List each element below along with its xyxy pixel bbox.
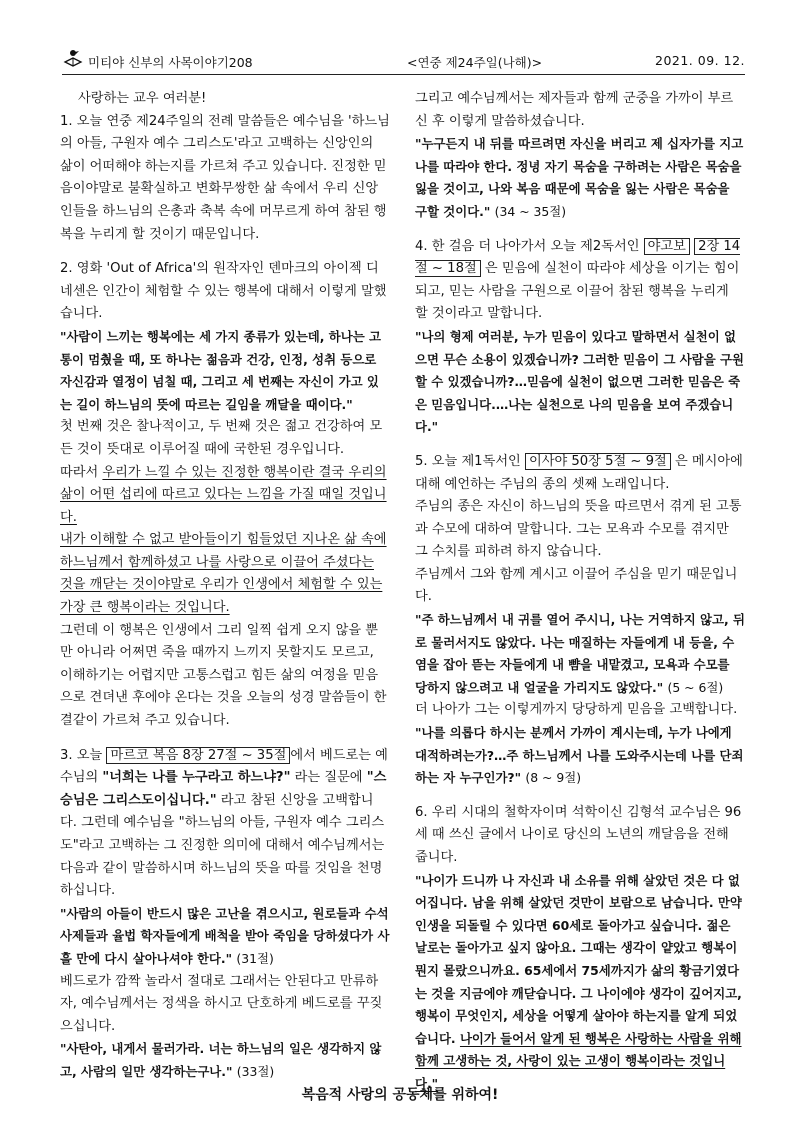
left-column bbox=[60, 88, 390, 1084]
quote-text: "사람의 아들이 반드시 많은 고난을 겪으시고, 원로들과 수석 사제들과 율법 학자들에게 배척을 받아 죽임을 당하셨다가 사흘 만에 다시 살아나셔야 한다." bbox=[60, 905, 390, 966]
quote-text: "나를 의롭다 하시는 분께서 가까이 계시는데, 누가 나에게 대적하려는가?…주 하느님께서 나를 도와주시는데 나를 단죄하는 자 누구인가?" bbox=[415, 725, 744, 786]
gospel-reference-box: 마르코 복음 8장 27절 ~ 35절 bbox=[106, 747, 290, 764]
second-reading-book-box: 야고보 bbox=[644, 238, 690, 255]
right-column bbox=[415, 88, 745, 1096]
section-2-intro: 2. 영화 'Out of Africa'의 원작자인 덴마크의 아이젝 디네센은 인간이 체험할 수 있는 행복에 대해서 이렇게 말했습니다. bbox=[60, 261, 387, 322]
section-4-text: 은 믿음에 실천이 따라야 세상을 이기는 힘이 되고, 믿는 사람을 구원으로 이끌어 참된 행복을 누리게 할 것이라고 말합니다. bbox=[415, 261, 740, 322]
verse-reference: (8 ~ 9절) bbox=[525, 770, 582, 786]
section-3-text-a: 에서 베드로는 예수님의 bbox=[60, 747, 388, 786]
para-3-lead: 따라서 bbox=[60, 464, 103, 480]
underlined-greatest-happiness: 내가 이해할 수 없고 받아들이기 힘들었던 지나온 삶 속에 하느님께서 함께하셨고 나를 사랑으로 이끌어 주셨다는 것을 깨닫는 것이야말로 우리가 인생에서 체험할 수 있는 가장 큰 행복이라는 것입니다. bbox=[60, 532, 387, 616]
series-title: 미티야 신부의 사목이야기208 bbox=[88, 55, 253, 70]
take-up-cross-quote bbox=[415, 133, 745, 223]
section-4-lead: 4. 한 걸음 더 나아가서 오늘 제2독서인 bbox=[415, 238, 644, 254]
quote-text: "나이가 드니까 나 자신과 내 소유를 위해 살았던 것은 다 없어집니다. 남을 위해 살았던 것만이 보람으로 남습니다. 만약 인생을 되돌릴 수 있다면 60세로 돌아가고 싶습니다. 젊은 날로는 돌아가고 싶지 않아요. 그때는 생각이 얕았고 행복이 뭔지 몰랐으니까요. 65세에서 75세까지가 삶의 황금기였다는 것을 지금에야 깨닫습니다. 그 나이에야 생각이 깊어지고, 행복이 무엇인지, 세상을 어떻게 살아야 하는지를 알게 되었습니다. bbox=[415, 872, 742, 1046]
page-header bbox=[62, 48, 745, 75]
section-2-para-3 bbox=[60, 462, 390, 530]
underlined-quote-end: 나이가 들어서 알게 된 행복은 사랑하는 사람을 위해 함께 고생하는 것, 사랑이 있는 고생이 행복이라는 것입니다." bbox=[415, 1030, 742, 1091]
isaiah-quote-2 bbox=[415, 722, 745, 790]
section-6: 6. 우리 시대의 철학자이며 석학이신 김형석 교수님은 96세 때 쓰신 글에서 나이로 당신의 노년의 깨달음을 전해 줍니다. bbox=[415, 804, 742, 865]
section-2-para-4 bbox=[60, 529, 390, 619]
verse-reference: (34 ~ 35절) bbox=[494, 203, 567, 219]
section-5-para-2: 주님의 종은 자신이 하느님의 뜻을 따르면서 겪게 된 고통과 수모에 대하여 말합니다. 그는 모욕과 수모를 겪지만 그 수치를 피하려 하지 않습니다. bbox=[415, 499, 742, 560]
reading-bird-icon bbox=[62, 48, 84, 68]
peter-confession: "스승님은 그리스도이십니다." bbox=[60, 770, 387, 808]
verse-reference: (33절) bbox=[236, 1063, 275, 1079]
first-reading-box: 이사야 50장 5절 ~ 9절 bbox=[525, 453, 671, 470]
section-3-para-3: 그리고 예수님께서는 제자들과 함께 군중을 가까이 부르신 후 이렇게 말씀하셨습니다. bbox=[415, 91, 734, 129]
section-3-text-c: 라고 참된 신앙을 고백합니다. 그런데 예수님을 "하느님의 아들, 구원자 예수 그리스도"라고 고백하는 그 진정한 의미에 대해서 예수님께서는 다음과 같이 말씀하시며 하느님의 뜻을 따를 것임을 천명하십니다. bbox=[60, 792, 385, 899]
liturgical-week: <연중 제24주일(나해)> bbox=[407, 55, 543, 70]
section-4 bbox=[415, 236, 745, 326]
greeting: 사랑하는 교우 여러분! bbox=[78, 91, 207, 106]
james-quote: "나의 형제 여러분, 누가 믿음이 있다고 말하면서 실천이 없으면 무슨 소용이 있겠습니까? 그러한 믿음이 그 사람을 구원할 수 있겠습니까?…믿음에 실천이 없으면 그러한 믿음은 죽은 믿음입니다.…나는 실천으로 나의 믿음을 보여 주겠습니다." bbox=[415, 328, 744, 435]
verse-reference: (31절) bbox=[236, 950, 274, 966]
quote-text: "주 하느님께서 내 귀를 열어 주시니, 나는 거역하지 않고, 뒤로 물러서지도 않았다. 나는 매질하는 자들에게 내 등을, 수염을 잡아 뜯는 자들에게 내 뺨을 내맡겼고, 모욕과 수모를 당하지 않으려고 내 얼굴을 가리지도 않았다." bbox=[415, 612, 745, 695]
kim-quote bbox=[415, 870, 745, 1096]
section-2-para-2: 첫 번째 것은 찰나적이고, 두 번째 것은 젊고 건강하여 모든 것이 뜻대로 이루어질 때에 국한된 경우입니다. bbox=[60, 419, 383, 457]
section-5 bbox=[415, 451, 745, 496]
passion-prediction-quote bbox=[60, 903, 390, 971]
section-3-lead: 3. 오늘 bbox=[60, 747, 107, 763]
jesus-question: "너희는 나를 누구라고 하느냐?" bbox=[102, 770, 291, 786]
section-3-para-2: 베드로가 깜짝 놀라서 절대로 그래서는 안된다고 만류하자, 예수님께서는 정색을 하시고 단호하게 베드로를 꾸짖으십니다. bbox=[60, 973, 383, 1034]
quote-text: "누구든지 내 뒤를 따르려면 자신을 버리고 제 십자가를 지고 나를 따라야 한다. 정녕 자기 목숨을 구하려는 사람은 목숨을 잃을 것이고, 나와 복음 때문에 목숨을 잃는 사람은 목숨을 구할 것이다." bbox=[415, 136, 744, 219]
dinesen-quote: "사람이 느끼는 행복에는 세 가지 종류가 있는데, 하나는 고통이 멈췄을 때, 또 하나는 젊음과 건강, 인정, 성취 등으로 자신감과 열정이 넘칠 때, 그리고 세 번째는 자신이 가고 있는 길이 하느님의 뜻에 따르는 길임을 깨달을 때이다." bbox=[60, 328, 381, 412]
issue-date: 2021. 09. 12. bbox=[655, 53, 745, 68]
isaiah-quote bbox=[415, 609, 745, 699]
rebuke-quote bbox=[60, 1038, 390, 1083]
section-5-text: 은 메시아에 대해 예언하는 주님의 종의 셋째 노래입니다. bbox=[415, 453, 743, 492]
section-5-para-3: 주님께서 그와 함께 계시고 이끌어 주심을 믿기 때문입니다. bbox=[415, 566, 738, 605]
quote-text: "사탄아, 내게서 물러가라. 너는 하느님의 일은 생각하지 않고, 사람의 일만 생각하는구나." bbox=[60, 1041, 382, 1079]
section-3 bbox=[60, 745, 390, 903]
section-3-text-b: 라는 질문에 bbox=[290, 770, 367, 786]
verse-reference: (5 ~ 6절) bbox=[667, 679, 724, 695]
footer-motto: 복음적 사랑의 공동체를 위하여! bbox=[301, 1087, 499, 1103]
section-2-para-5: 그런데 이 행복은 인생에서 그리 일찍 쉽게 오지 않을 뿐만 아니라 어쩌면 죽을 때까지 느끼지 못할지도 모르고, 이해하기는 어렵지만 고통스럽고 힘든 삶의 여정을 믿음으로 견뎌낸 후에야 온다는 것을 오늘의 성경 말씀들이 한결같이 가르쳐 주고 있습니다. bbox=[60, 622, 387, 729]
underlined-happiness: 우리가 느낄 수 있는 진정한 행복이란 결국 우리의 삶이 어떤 섭리에 따르고 있다는 느낌을 가질 때일 것입니다. bbox=[60, 464, 387, 525]
second-reading-verses-box: 2장 14절 ~ 18절 bbox=[415, 238, 741, 277]
section-5-para-4: 더 나아가 그는 이렇게까지 당당하게 믿음을 고백합니다. bbox=[415, 702, 738, 718]
section-5-lead: 5. 오늘 제1독서인 bbox=[415, 453, 525, 469]
section-1: 1. 오늘 연중 제24주일의 전례 말씀들은 예수님을 '하느님의 아들, 구원자 예수 그리스도'라고 고백하는 신앙인의 삶이 어떠해야 하는지를 가르쳐 주고 있습니다. 진정한 믿음이야말로 불확실하고 변화무쌍한 삶 속에서 우리 신앙인들을 하느님의 은총과 축복 속에 머무르게 하여 참된 행복을 누리게 할 것이기 때문입니다. bbox=[60, 113, 390, 242]
